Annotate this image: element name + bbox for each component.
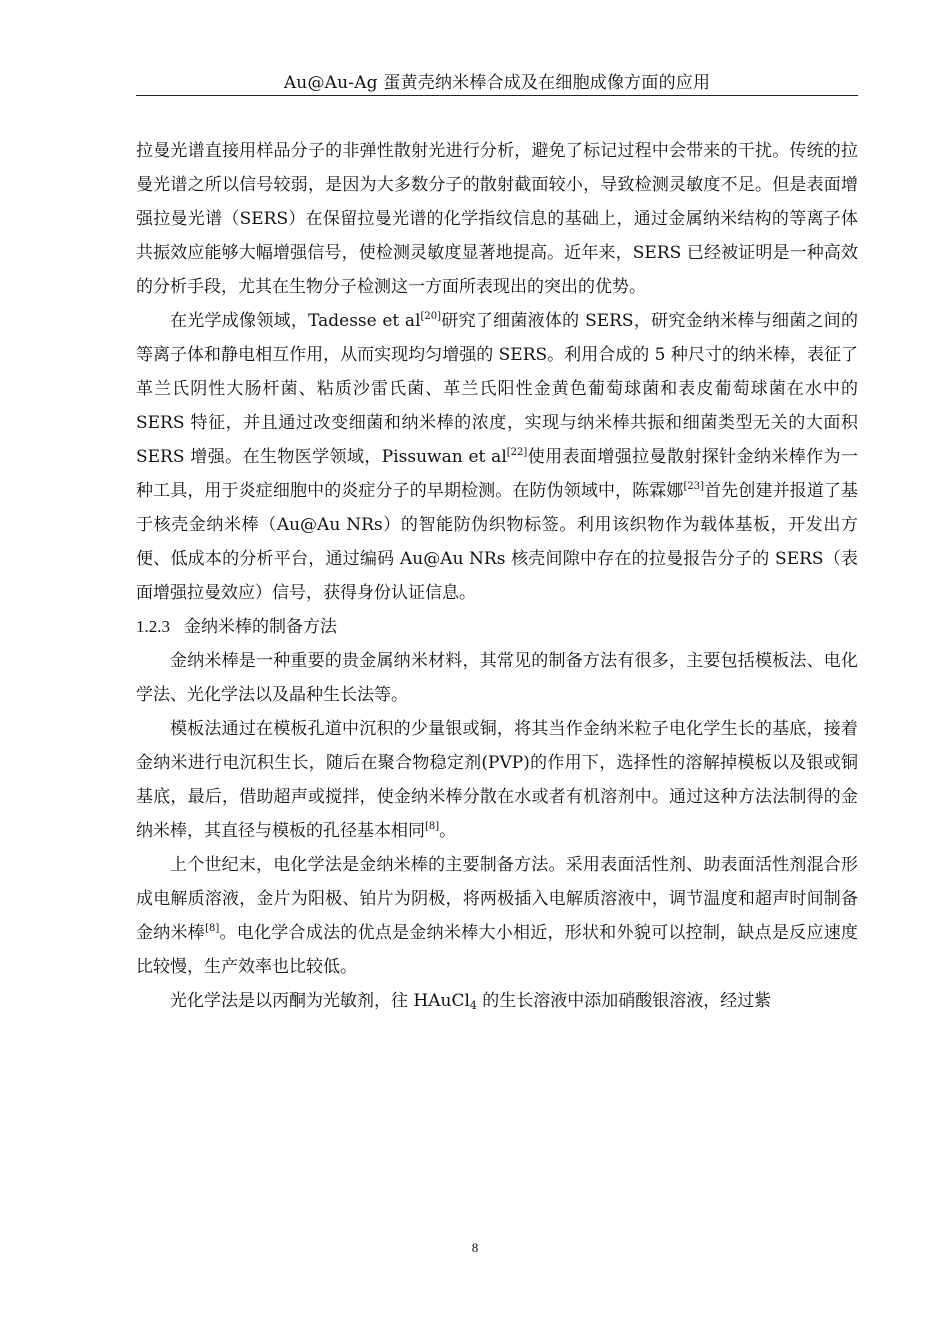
text-span: 使用表面增强拉曼散射探针金纳米棒作为一种工具，用于炎症细胞中的炎症分子的早期检测。在防伪领域中，陈霖娜 [136, 447, 858, 501]
citation-ref: [22] [506, 447, 528, 458]
paragraph-methods-overview: 金纳米棒是一种重要的贵金属纳米材料，其常见的制备方法有很多，主要包括模板法、电化学法、光化学法以及晶种生长法等。 [136, 651, 858, 705]
text-span: 的生长溶液中添加硝酸银溶液，经过紫 [476, 991, 772, 1011]
text-span: 在光学成像领域，Tadesse et al [170, 311, 421, 331]
section-heading [136, 610, 858, 644]
body-text [136, 134, 858, 1018]
text-span: 研究了细菌液体的 SERS，研究金纳米棒与细菌之间的等离子体和静电相互作用，从而实现均匀增强的 SERS。利用合成的 5 种尺寸的纳米棒，表征了革兰氏阴性大肠杆菌、粘质沙雷氏菌、革兰氏阳性金黄色葡萄球菌和表皮葡萄球菌在水中的 SERS 特征，并且通过改变细菌和纳米棒的浓度，实现与纳米棒共振和细菌类型无关的大面积 SERS 增强。在生物医学领域，Pissuwan et al [136, 311, 858, 467]
text-span: 光化学法是以丙酮为光敏剂，往 HAuCl [170, 991, 470, 1011]
text-span: 。 [439, 821, 457, 841]
text-span: 首先创建并报道了基于核壳金纳米棒（Au@Au NRs）的智能防伪织物标签。利用该织物作为载体基板，开发出方便、低成本的分析平台，通过编码 Au@Au NRs 核壳间隙中存在的拉曼报告分子的 SERS（表面增强拉曼效应）信号，获得身份认证信息。 [136, 481, 859, 603]
paragraph-electrochemical-method [136, 848, 858, 984]
paragraph-sers-applications [136, 304, 858, 610]
paragraph-photochemical-method [136, 984, 858, 1018]
text-span: 上个世纪末，电化学法是金纳米棒的主要制备方法。采用表面活性剂、助表面活性剂混合形成电解质溶液，金片为阳极、铂片为阴极，将两极插入电解质溶液中，调节温度和超声时间制备金纳米棒 [136, 855, 858, 943]
running-header: Au@Au-Ag 蛋黄壳纳米棒合成及在细胞成像方面的应用 [283, 73, 711, 93]
section-number: 1.2.3 [136, 617, 170, 636]
citation-ref: [8] [425, 821, 440, 832]
paragraph-sers-intro: 拉曼光谱直接用样品分子的非弹性散射光进行分析，避免了标记过程中会带来的干扰。传统的拉曼光谱之所以信号较弱，是因为大多数分子的散射截面较小，导致检测灵敏度不足。但是表面增强拉曼光谱（SERS）在保留拉曼光谱的化学指纹信息的基础上，通过金属纳米结构的等离子体共振效应能够大幅增强信号，使检测灵敏度显著地提高。近年来，SERS 已经被证明是一种高效的分析手段，尤其在生物分子检测这一方面所表现出的突出的优势。 [136, 141, 858, 297]
subscript: 4 [469, 999, 477, 1012]
citation-ref: [8] [205, 923, 220, 934]
text-span: 模板法通过在模板孔道中沉积的少量银或铜，将其当作金纳米粒子电化学生长的基底，接着金纳米进行电沉积生长，随后在聚合物稳定剂(PVP)的作用下，选择性的溶解掉模板以及银或铜基底，最后，借助超声或搅拌，使金纳米棒分散在水或者有机溶剂中。通过这种方法法制得的金纳米棒，其直径与模板的孔径基本相同 [136, 719, 858, 841]
citation-ref: [20] [420, 311, 442, 322]
page-number: 8 [471, 1240, 479, 1255]
section-title: 金纳米棒的制备方法 [184, 617, 337, 637]
paragraph-template-method [136, 712, 858, 848]
text-span: 。电化学合成法的优点是金纳米棒大小相近，形状和外貌可以控制，缺点是反应速度比较慢，生产效率也比较低。 [136, 923, 859, 977]
citation-ref: [23] [683, 481, 705, 492]
header-rule [136, 95, 858, 96]
